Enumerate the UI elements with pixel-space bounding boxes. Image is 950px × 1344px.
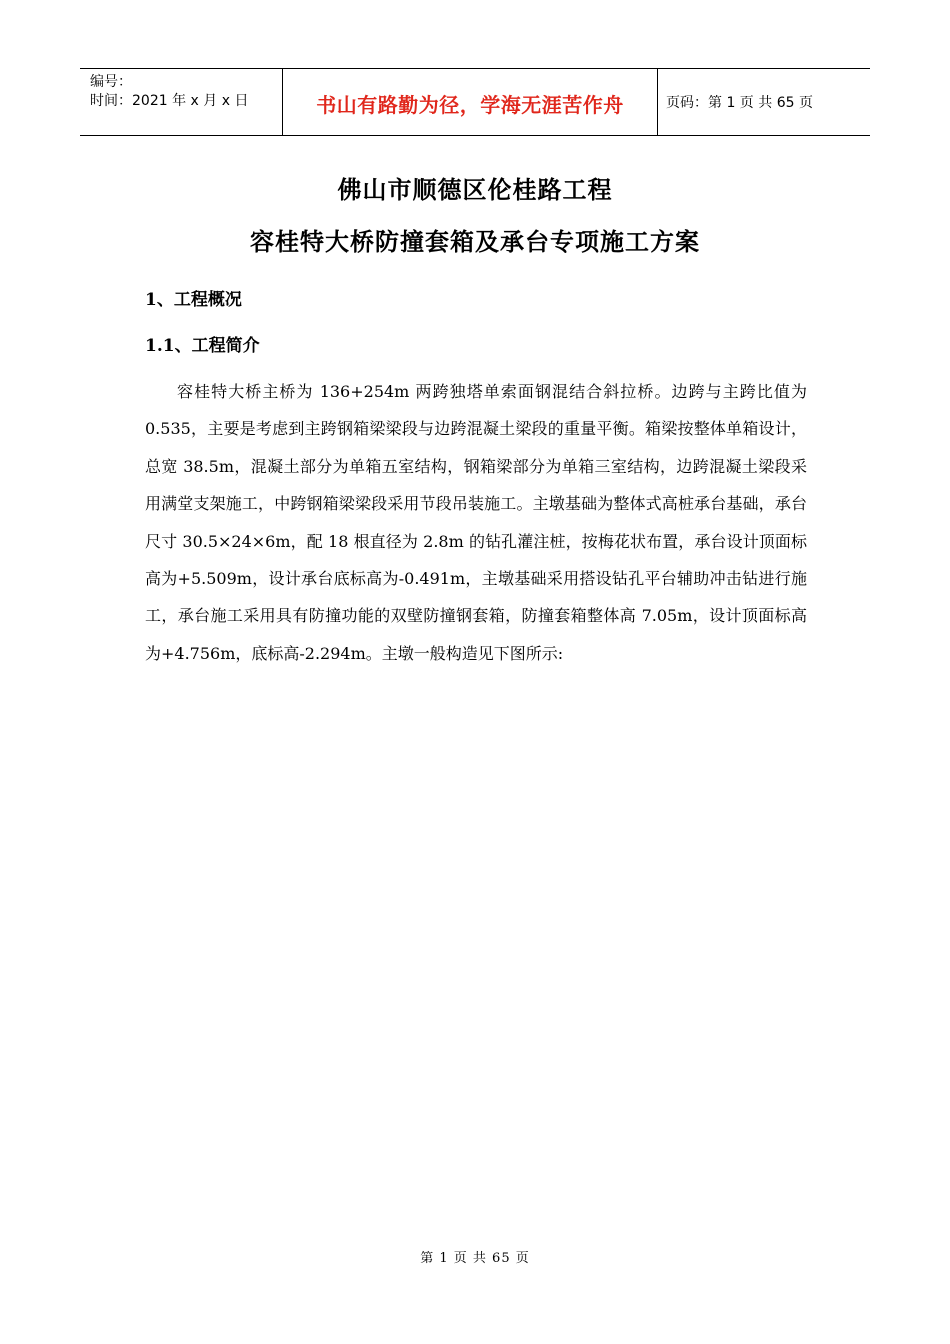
- document-title-line2: 容桂特大桥防撞套箱及承台专项施工方案: [250, 227, 700, 256]
- page-info-text: 页码：第 1 页 共 65 页: [666, 95, 813, 111]
- document-header: [80, 68, 870, 136]
- project-intro-paragraph: 容桂特大桥主桥为 136+254m 两跨独塔单索面钢混结合斜拉桥。边跨与主跨比值为 0.535，主要是考虑到主跨钢箱梁梁段与边跨混凝土梁段的重量平衡。箱梁按整体单箱设计，总宽 38.5m，混凝土部分为单箱五室结构，钢箱梁部分为单箱三室结构，边跨混凝土梁段采用满堂支架施工，中跨钢箱梁梁段采用节段吊装施工。主墩基础为整体式高桩承台基础，承台尺寸 30.5×24×6m，配 18 根直径为 2.8m 的钻孔灌注桩，按梅花状布置，承台设计顶面标高为+5.509m，设计承台底标高为-0.491m，主墩基础采用搭设钻孔平台辅助冲击钻进行施工，承台施工采用具有防撞功能的双壁防撞钢套箱，防撞套箱整体高 7.05m，设计顶面标高为+4.756m，底标高-2.294m。主墩一般构造见下图所示:: [145, 382, 807, 663]
- date-label: 时间：2021 年 x 月 x 日: [90, 93, 249, 109]
- section-heading-1: 1、工程概况: [145, 290, 242, 310]
- number-label: 编号：: [90, 74, 132, 90]
- header-motto: 书山有路勤为径，学海无涯苦作舟: [316, 92, 624, 117]
- header-motto-cell: [282, 69, 658, 135]
- page-footer: 第 1 页 共 65 页: [420, 1251, 530, 1266]
- header-page-info: [658, 69, 870, 135]
- section-heading-1-1: 1.1、工程简介: [145, 336, 260, 356]
- document-title-line1: 佛山市顺德区伦桂路工程: [337, 175, 613, 204]
- header-meta: [80, 69, 282, 135]
